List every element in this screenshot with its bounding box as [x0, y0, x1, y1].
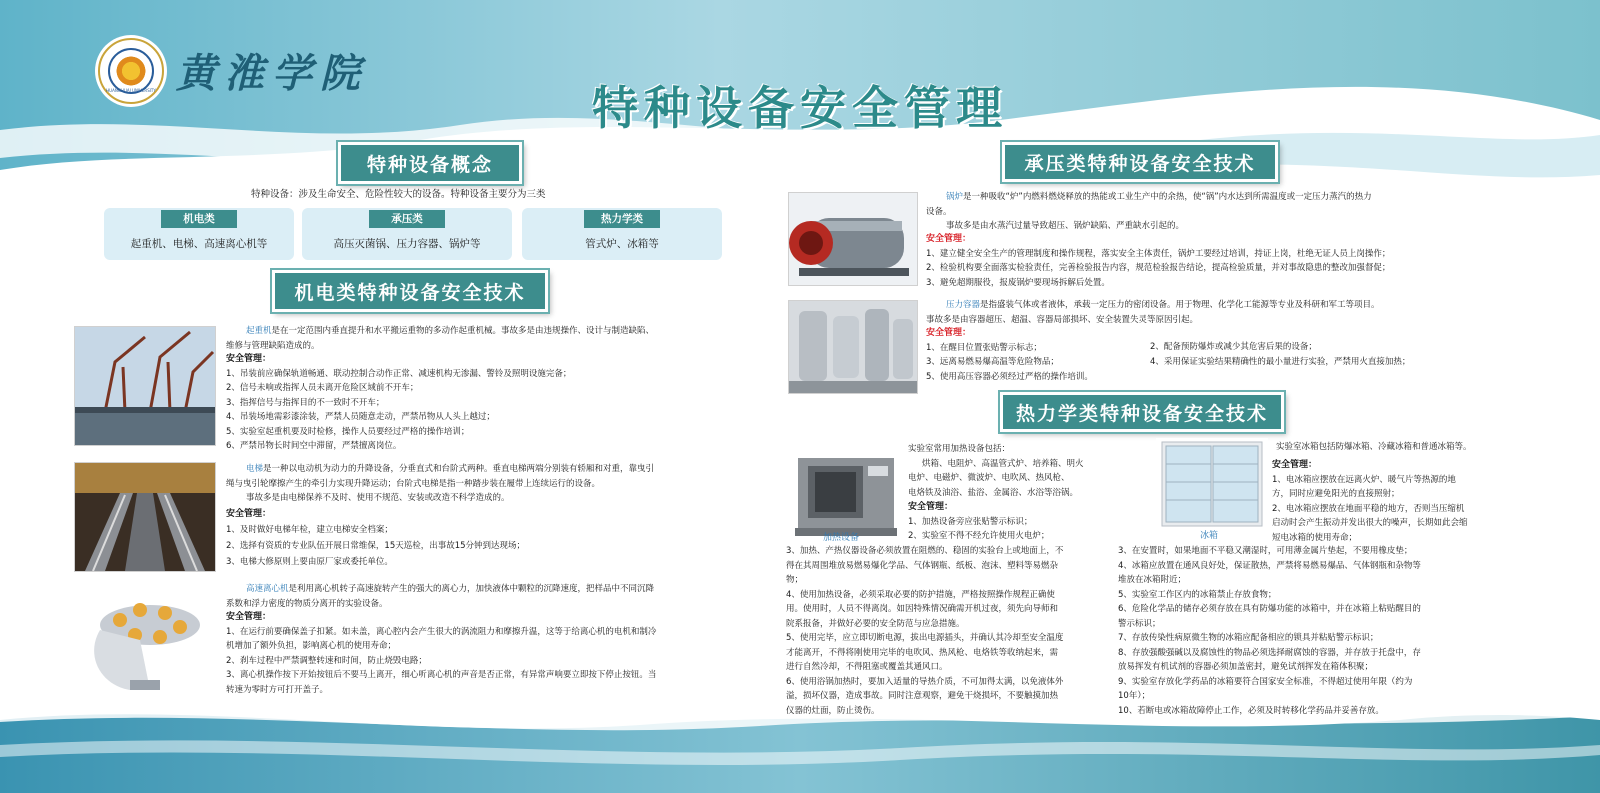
- fridge-rule: 2、电冰箱应摆放在地面平稳的地方，否则当压缩机: [1272, 503, 1465, 514]
- fridge-rule: 警示标识；: [1118, 618, 1161, 629]
- category-items: 起重机、电梯、高速离心机等: [130, 238, 268, 250]
- centrifuge-rule: 机增加了额外负担，影响离心机的使用寿命；: [226, 641, 397, 651]
- heating-mgmt-label: 安全管理：: [908, 502, 954, 512]
- crane-name: 起重机: [246, 326, 272, 336]
- vessel-desc-1: 是指盛装气体或者液体，承载一定压力的密闭设备。用于物理、化学化工能源等专业及科研和军工等项目。: [980, 300, 1380, 310]
- heating-rule: 4、使用加热设备，必须采取必要的防护措施，严格按照操作规程正确使: [786, 589, 1055, 600]
- heating-rule: 1、加热设备旁应张贴警示标识；: [908, 516, 1033, 527]
- concept-section-title: [338, 142, 522, 184]
- crane-mgmt-label: 安全管理：: [226, 354, 272, 364]
- vessel-rule: 4、采用保证实验结果精确性的最小量进行实验，严禁用火直接加热；: [1150, 356, 1411, 367]
- crane-photo: [74, 326, 216, 446]
- centrifuge-photo: [80, 585, 210, 697]
- heating-device-photo: [790, 450, 902, 540]
- concept-title-text: 特种设备概念: [366, 153, 493, 176]
- fridge-rule: 启动时会产生振动并发出很大的噪声，长期如此会缩: [1272, 518, 1468, 528]
- fridge-rule: 10、若断电或冰箱故障停止工作，必须及时转移化学药品并妥善存放。: [1118, 705, 1384, 716]
- fridge-rule: 4、冰箱应放置在通风良好处，保证散热，严禁将易燃易爆品、气体钢瓶和杂物等: [1118, 560, 1421, 571]
- elevator-rules: [226, 506, 766, 570]
- heating-rule: 5、使用完毕，应立即切断电源，拔出电源插头，并确认其冷却至安全温度: [786, 633, 1064, 643]
- centrifuge-rule: 1、在运行前要确保盖子扣紧。如未盖，离心腔内会产生很大的涡流阻力和摩擦升温，这等于给离心机的电机和制冷: [226, 626, 657, 637]
- category-label: 机电类: [161, 210, 237, 228]
- vessel-rules-right: [1150, 340, 1480, 369]
- pressure-section-title: [1002, 142, 1278, 182]
- boiler-rule: 2、检验机构要全面落实检验责任，完善检验报告内容，规范检验报告结论，提高检验质量，并对事故隐患的整改加强督促；: [926, 263, 1391, 273]
- crane-rule: 3、指挥信号与指挥目的不一致时不开车；: [226, 397, 385, 408]
- elevator-desc-1: 是一种以电动机为动力的升降设备，分垂直式和台阶式两种。垂直电梯两端分别装有轿厢和对重，靠曳引: [263, 464, 655, 474]
- heating-rule: 2、实验室不得不经允许使用火电炉；: [908, 531, 1050, 541]
- boiler-description: [926, 190, 1486, 234]
- centrifuge-desc-1: 是利用离心机转子高速旋转产生的强大的离心力，加快液体中颗粒的沉降速度，把样品中不同沉降: [288, 584, 655, 594]
- heating-list: 电炉、电磁炉、微波炉、电吹风、热风枪、: [908, 473, 1070, 483]
- boiler-mgmt-label: 安全管理：: [926, 234, 972, 244]
- heating-rule: 院系报备，并做好必要的安全防范与应急措施。: [786, 618, 965, 629]
- pressure-title-text: 承压类特种设备安全技术: [1024, 152, 1256, 175]
- heating-list: 电烙铁及油浴、盐浴、金属浴、水浴等浴锅。: [908, 487, 1079, 498]
- heating-rules: [786, 544, 1116, 718]
- fridge-rule: 5、实验室工作区内的冰箱禁止存放食物；: [1118, 589, 1277, 600]
- centrifuge-description: [226, 582, 766, 611]
- fridge-rule: 放易挥发有机试剂的容器必须加盖密封，避免试剂挥发在箱体积聚；: [1118, 662, 1374, 672]
- electromech-section-title: [272, 270, 548, 312]
- fridge-rules: [1118, 544, 1518, 718]
- fridge-rule: 短电冰箱的使用寿命；: [1272, 532, 1358, 543]
- heating-rule: 物；: [786, 575, 804, 585]
- heating-intro-text: 实验室常用加热设备包括：: [908, 444, 1011, 454]
- elevator-rule: 1、及时做好电梯年检，建立电梯安全档案；: [226, 525, 393, 535]
- fridge-mgmt-label: 安全管理：: [1272, 460, 1318, 470]
- university-emblem: [98, 38, 164, 104]
- elevator-desc-3: 事故多是由电梯保养不及时、使用不规范、安装或改造不科学造成的。: [246, 493, 510, 503]
- heating-caption: 加热设备: [823, 533, 860, 543]
- elevator-desc-2: 绳与曳引轮摩擦产生的牵引力实现升降运动；台阶式电梯是指一种踏步装在履带上连续运行的设备。: [226, 478, 601, 489]
- crane-rules: [226, 352, 766, 454]
- fridge-photo: [1156, 438, 1268, 530]
- heating-rule: 3、加热、产热仪器设备必须放置在阻燃的、稳固的实验台上或地面上，不: [786, 546, 1064, 556]
- heating-intro: [908, 442, 1118, 544]
- category-label: 承压类: [369, 210, 445, 228]
- fridge-caption: 冰箱: [1200, 531, 1219, 541]
- pressure-vessel-photo: [788, 300, 918, 394]
- boiler-rule: 1、建立健全安全生产的管理制度和操作规程，落实安全主体责任，锅炉工要经过培训，持证上岗，杜绝无证人员上岗操作；: [926, 248, 1391, 259]
- boiler-desc-3: 事故多是由水蒸汽过量导致超压、锅炉缺陷、严重缺水引起的。: [946, 221, 1185, 231]
- fridge-rule: 堆放在冰箱附近；: [1118, 575, 1187, 585]
- fridge-rule: 9、实验室存放化学药品的冰箱要符合国家安全标准，不得超过使用年限（约为: [1118, 676, 1413, 687]
- boiler-desc-2: 设备。: [926, 206, 952, 217]
- centrifuge-name: 高速离心机: [246, 584, 289, 594]
- fridge-rule: 7、存放传染性病原微生物的冰箱应配备相应的锁具并粘贴警示标识；: [1118, 633, 1379, 643]
- heating-rule: 仪器的灶面，防止烫伤。: [786, 705, 880, 716]
- heating-rule: 6、使用浴锅加热时，要加入适量的导热介质，不可加得太满，以免液体外: [786, 676, 1064, 687]
- boiler-desc-1: 是一种吸收“炉”内燃料燃烧释放的热能或工业生产中的余热，使“锅”内水达到所需温度或一定压力蒸汽的热力: [963, 192, 1372, 202]
- electromech-title-text: 机电类特种设备安全技术: [294, 281, 526, 304]
- vessel-description: [926, 298, 1486, 327]
- category-items: 管式炉、冰箱等: [585, 238, 659, 250]
- vessel-rule: 2、配备预防爆炸或减少其危害后果的设备；: [1150, 342, 1317, 352]
- escalator-photo: [74, 462, 216, 572]
- university-english-name: HUANGHUAI UNIVERSITY: [106, 88, 156, 93]
- elevator-rule: 2、选择有资质的专业队伍开展日常维保，15天巡检，出事故15分钟到达现场；: [226, 541, 526, 551]
- crane-desc-2: 维修与管理缺陷造成的。: [226, 340, 320, 351]
- fridge-rule: 方，同时应避免阳光的直接照射；: [1272, 489, 1400, 499]
- boiler-photo: [788, 192, 918, 286]
- thermal-title-text: 热力学类特种设备安全技术: [1015, 402, 1268, 425]
- centrifuge-rule: 转速为零时方可打开盖子。: [226, 684, 329, 695]
- fridge-intro: 实验室冰箱包括防爆冰箱、冷藏冰箱和普通冰箱等。: [1276, 442, 1472, 452]
- category-card-thermal: [522, 208, 722, 260]
- elevator-mgmt-label: 安全管理：: [226, 509, 272, 519]
- centrifuge-rule: 3、离心机操作按下开始按钮后不要马上离开，细心听离心机的声音是否正常，有异常声响要立即按下停止按钮。当: [226, 670, 657, 680]
- fridge-rule: 6、危险化学品的储存必须存放在具有防爆功能的冰箱中，并在冰箱上粘贴醒目的: [1118, 604, 1421, 614]
- crane-description: [226, 324, 766, 353]
- vessel-rule: 3、远离易燃易爆高温等危险物品；: [926, 357, 1059, 367]
- heating-rule: 用。使用时，人员不得离岗。如因特殊情况确需开机过夜，须先向导师和: [786, 604, 1059, 614]
- thermal-section-title: [1000, 392, 1284, 432]
- crane-rule: 1、吊装前应确保轨道畅通、联动控制合动作正常、减速机构无渗漏、警铃及照明设施完备；: [226, 368, 572, 379]
- vessel-desc-2: 事故多是由容器超压、超温、容器局部损坏、安全装置失灵等原因引起。: [926, 314, 1199, 325]
- crane-rule: 4、吊装场地需彩漆涂装，严禁人员随意走动，严禁吊物从人头上越过；: [226, 412, 495, 422]
- boiler-rules: [926, 232, 1486, 290]
- elevator-rule: 3、电梯大修原则上要由原厂家或委托单位。: [226, 557, 393, 567]
- concept-intro: 特种设备：涉及生命安全、危险性较大的设备。特种设备主要分为三类: [251, 189, 546, 200]
- fridge-rule: 1、电冰箱应摆放在远离火炉、暖气片等热源的地: [1272, 474, 1456, 485]
- fridge-rule: 10年）；: [1118, 691, 1151, 701]
- boiler-name: 锅炉: [946, 192, 964, 202]
- main-title: 特种设备安全管理: [592, 81, 1008, 135]
- centrifuge-rules: [226, 610, 766, 697]
- heating-rule: 才能离开，不得将刚使用完毕的电吹风、热风枪、电烙铁等收纳起来，需: [786, 647, 1059, 658]
- crane-rule: 2、信号未响或指挥人员未离开危险区域前不开车；: [226, 383, 419, 393]
- heating-rule: 溢，损坏仪器，造成事故。同时注意观察，避免干烧损坏，不要触摸加热: [786, 691, 1059, 701]
- category-card-pressure: [302, 208, 512, 260]
- fridge-rule: 8、存放强酸强碱以及腐蚀性的物品必须选择耐腐蚀的容器，并存放于托盘中，存: [1118, 647, 1421, 658]
- fridge-side-rules: [1272, 458, 1516, 545]
- centrifuge-desc-2: 系数和浮力密度的物质分离开的实验设备。: [226, 598, 388, 609]
- centrifuge-rule: 2、刹车过程中严禁调整转速和时间，防止烧毁电路；: [226, 655, 427, 666]
- centrifuge-mgmt-label: 安全管理：: [226, 612, 272, 622]
- vessel-mgmt-label: 安全管理：: [926, 328, 972, 338]
- category-card-electromech: [104, 208, 294, 260]
- crane-desc-1: 是在一定范围内垂直提升和水平搬运重物的多动作起重机械。事故多是由违规操作、设计与制造缺陷、: [271, 326, 655, 336]
- vessel-rule: 5、使用高压容器必须经过严格的操作培训。: [926, 371, 1093, 382]
- category-label: 热力学类: [584, 210, 660, 228]
- category-items: 高压灭菌锅、压力容器、锅炉等: [333, 238, 481, 250]
- fridge-rule: 3、在安置时，如果地面不平稳又潮湿时，可用薄金属片垫起，不要用橡皮垫；: [1118, 546, 1413, 556]
- university-name: 黄淮学院: [176, 50, 368, 97]
- boiler-rule: 3、避免超期服役，报废锅炉要现场拆解后处置。: [926, 277, 1110, 288]
- vessel-name: 压力容器: [946, 300, 981, 310]
- heating-rule: 进行自然冷却，不得阻塞或覆盖其通风口。: [786, 662, 948, 672]
- vessel-rules-left: [926, 326, 1156, 384]
- heating-list: 烘箱、电阻炉、高温管式炉、培养箱、明火: [922, 458, 1084, 469]
- elevator-description: [226, 462, 766, 506]
- elevator-name: 电梯: [246, 464, 264, 474]
- crane-rule: 6、严禁吊物长时间空中滞留，严禁擅离岗位。: [226, 441, 402, 451]
- heating-rule: 得在其周围堆放易燃易爆化学品、气体钢瓶、纸板、泡沫、塑料等易燃杂: [786, 560, 1059, 571]
- vessel-rule: 1、在醒目位置张贴警示标志；: [926, 342, 1042, 353]
- crane-rule: 5、实验室起重机要及时检修，操作人员要经过严格的操作培训；: [226, 426, 470, 437]
